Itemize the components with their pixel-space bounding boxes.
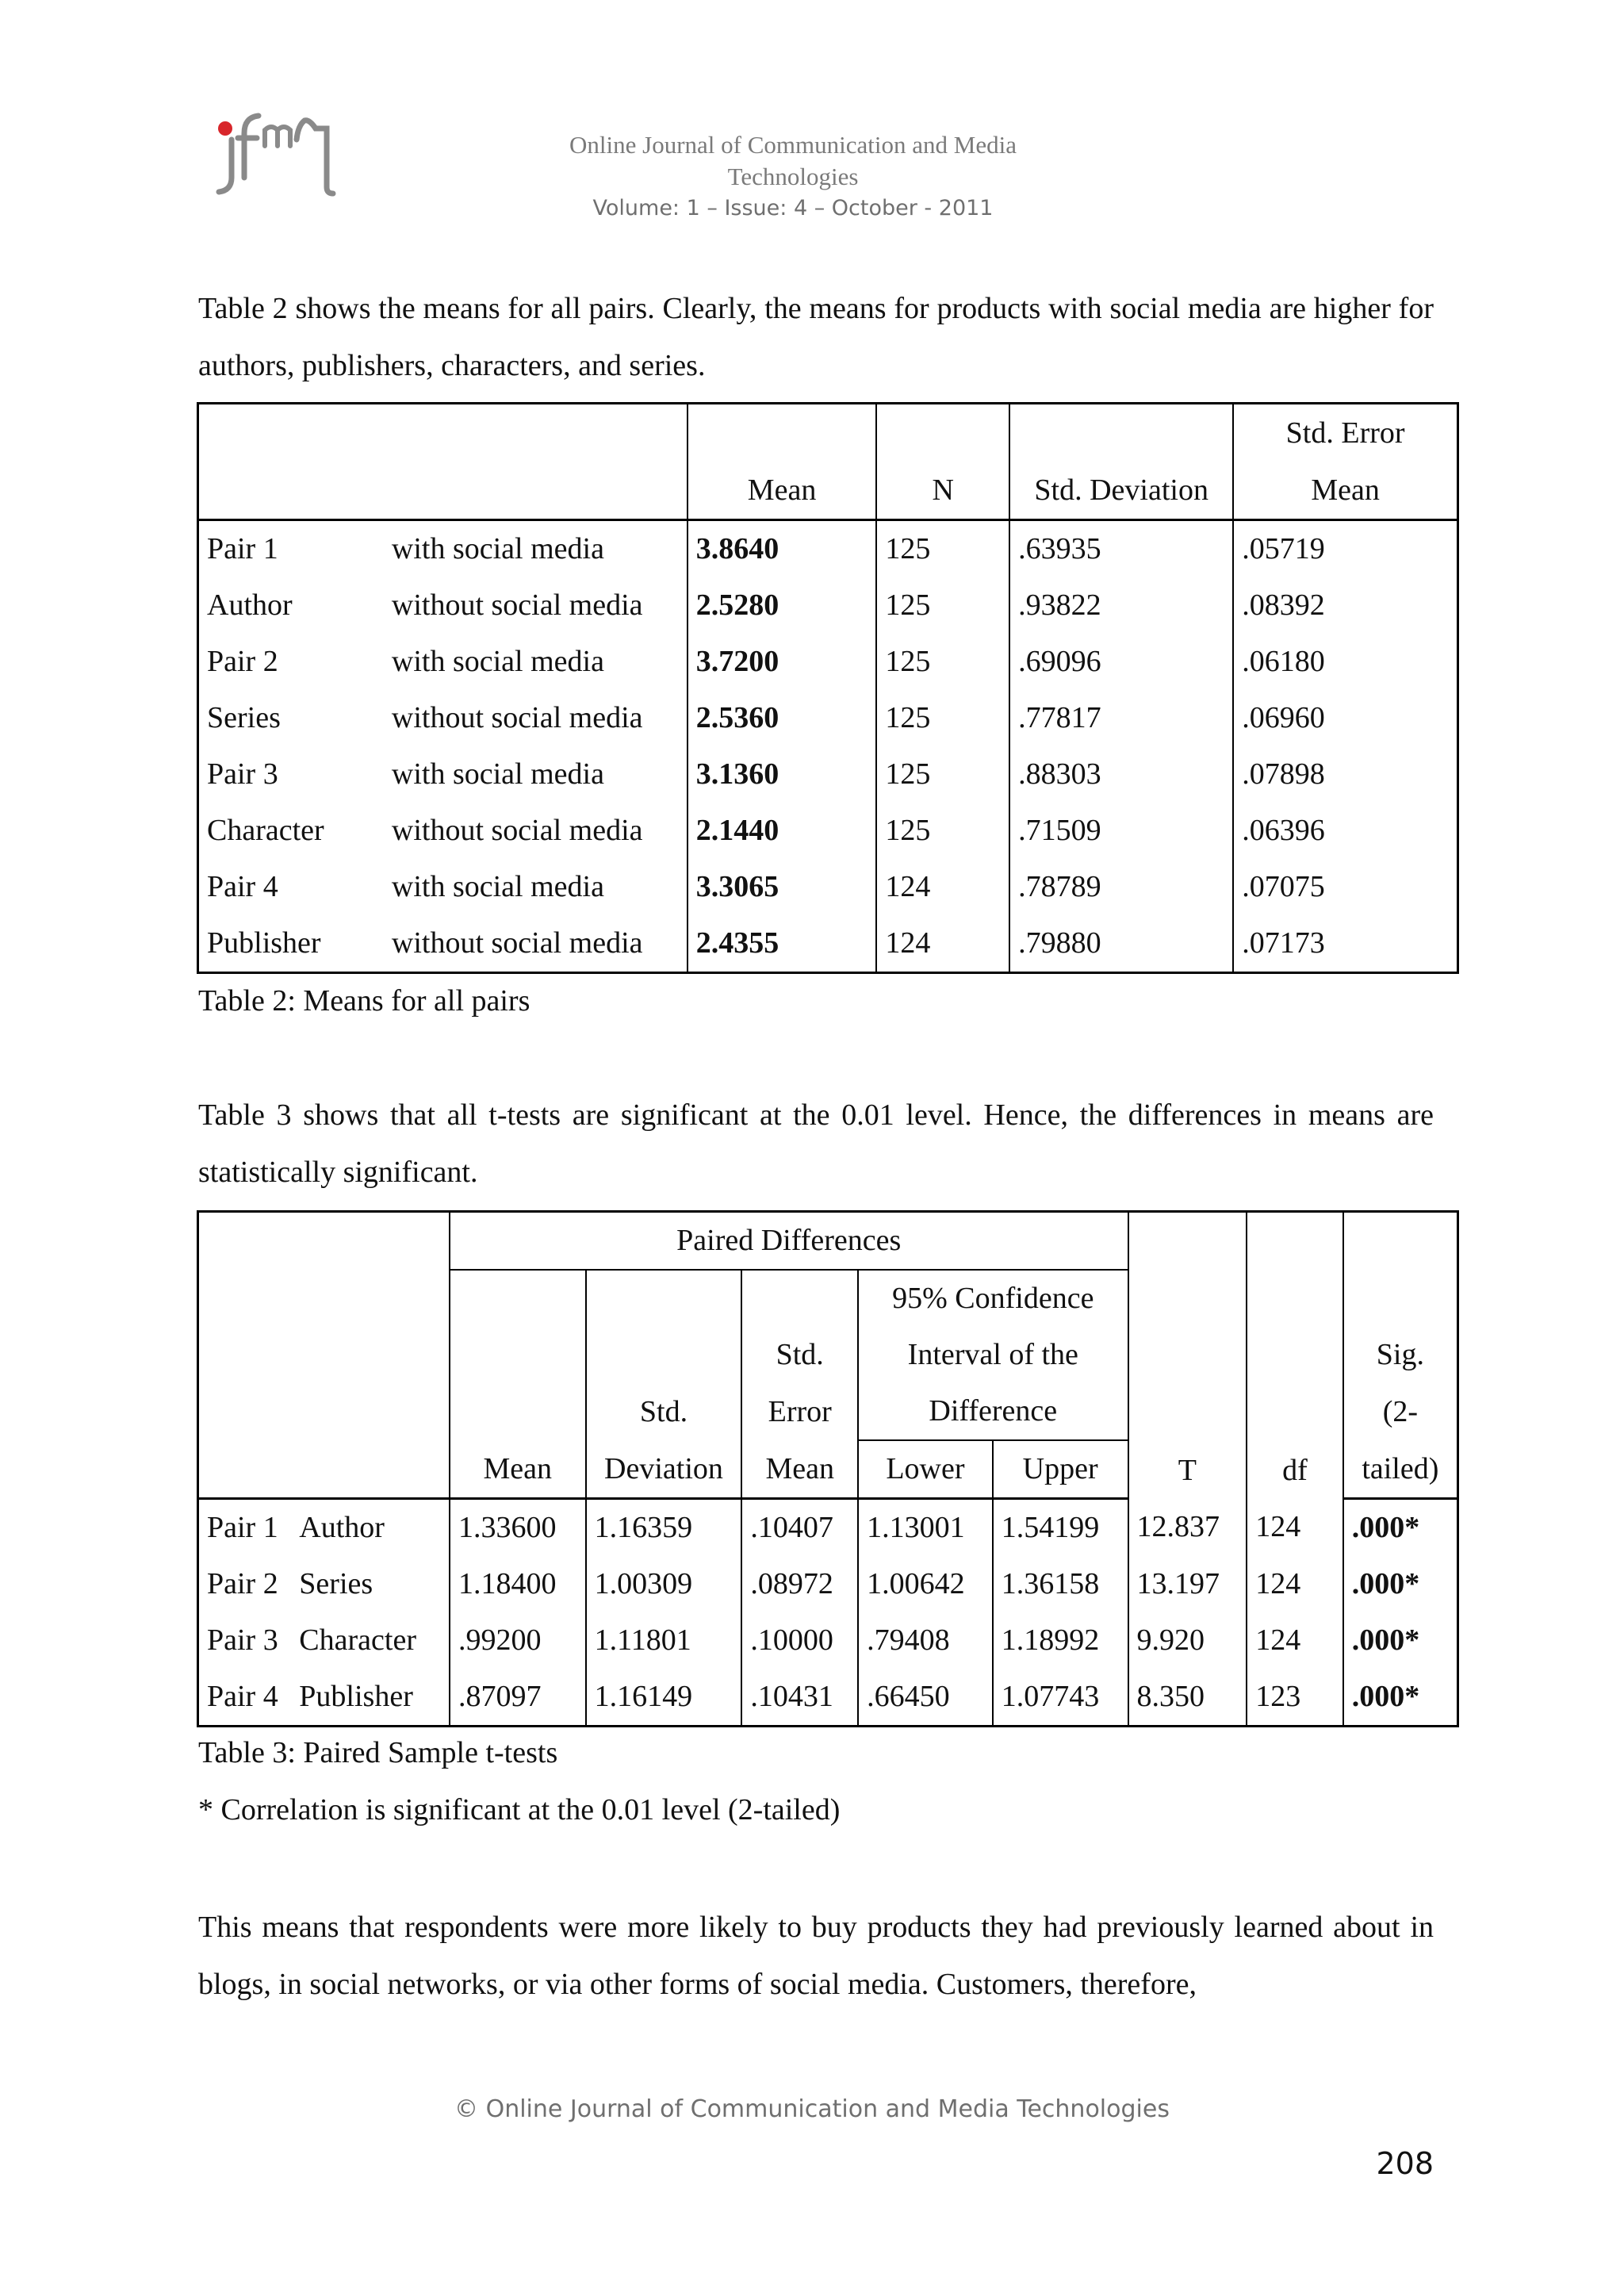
- header-paired-differences: Paired Differences: [450, 1212, 1128, 1271]
- cell-sd: .71509: [1009, 803, 1233, 859]
- cell-sd: 1.11801: [586, 1612, 742, 1669]
- cell-lower: 1.00642: [858, 1556, 993, 1612]
- cell-upper: 1.07743: [993, 1669, 1128, 1727]
- cell-pair: Pair 2: [207, 1567, 278, 1600]
- cell-media: without social media: [391, 701, 643, 734]
- table3-header-row-1: [198, 1212, 1458, 1271]
- header-std-line2: Deviation: [586, 1440, 742, 1499]
- journal-title: Online Journal of Communication and Media Technologies: [569, 131, 1017, 190]
- cell-se: .08972: [741, 1556, 858, 1612]
- header-se-line3: Mean: [741, 1440, 858, 1499]
- cell-upper: 1.36158: [993, 1556, 1128, 1612]
- cell-mean: .99200: [450, 1612, 586, 1669]
- cell-label: Pair 4: [207, 870, 278, 903]
- header-mean: Mean: [688, 462, 877, 520]
- paragraph-table3-intro: Table 3 shows that all t-tests are significant at the 0.01 level. Hence, the differences in means are statistically significant.: [198, 1098, 1434, 1189]
- cell-mean: 1.33600: [450, 1499, 586, 1557]
- cell-name: Publisher: [299, 1680, 413, 1713]
- means-table: [197, 402, 1459, 974]
- table-row: [198, 634, 1458, 690]
- cell-media: with social media: [391, 645, 604, 678]
- header-mean: Mean: [450, 1440, 586, 1499]
- table-row: [198, 915, 1458, 973]
- cell-sd: .88303: [1009, 746, 1233, 803]
- cell-sd: .63935: [1009, 520, 1233, 578]
- page-number: 208: [1376, 2146, 1434, 2181]
- cell-n: 125: [876, 577, 1009, 634]
- cell-sd: .78789: [1009, 859, 1233, 915]
- cell-mean: 3.7200: [688, 634, 877, 690]
- cell-sd: 1.16149: [586, 1669, 742, 1727]
- cell-name: Author: [299, 1511, 385, 1544]
- header-se-line2: Error: [741, 1383, 858, 1440]
- cell-sd: 1.16359: [586, 1499, 742, 1557]
- cell-lower: 1.13001: [858, 1499, 993, 1557]
- table-row: [198, 803, 1458, 859]
- header-std-error-line1: Std. Error: [1233, 404, 1457, 462]
- cell-sd: .93822: [1009, 577, 1233, 634]
- header-se-line1: Std.: [741, 1327, 858, 1383]
- cell-media: without social media: [391, 814, 643, 847]
- journal-header: [515, 129, 1071, 224]
- cell-mean: 3.8640: [688, 520, 877, 578]
- table3-caption: Table 3: Paired Sample t-tests: [198, 1736, 558, 1769]
- table-row: [198, 746, 1458, 803]
- cell-mean: 3.1360: [688, 746, 877, 803]
- cell-n: 125: [876, 520, 1009, 578]
- cell-mean: 2.1440: [688, 803, 877, 859]
- cell-n: 124: [876, 859, 1009, 915]
- cell-media: with social media: [391, 532, 604, 565]
- journal-logo: [208, 102, 366, 200]
- cell-media: with social media: [391, 757, 604, 791]
- cell-label: Pair 3: [207, 757, 278, 791]
- cell-n: 125: [876, 803, 1009, 859]
- cell-label: Pair 1: [207, 532, 278, 565]
- cell-lower: .66450: [858, 1669, 993, 1727]
- cell-sd: 1.00309: [586, 1556, 742, 1612]
- cell-se: .06960: [1233, 690, 1457, 746]
- cell-media: with social media: [391, 870, 604, 903]
- cell-se: .08392: [1233, 577, 1457, 634]
- cell-df: 124: [1247, 1612, 1343, 1669]
- cell-n: 125: [876, 690, 1009, 746]
- table2-header-row-2: [198, 462, 1458, 520]
- cell-mean: 2.5360: [688, 690, 877, 746]
- cell-se: .10431: [741, 1669, 858, 1727]
- cell-mean: .87097: [450, 1669, 586, 1727]
- cell-pair: Pair 3: [207, 1623, 278, 1657]
- cell-sig: .000*: [1343, 1669, 1458, 1727]
- header-ci-line3: Difference: [858, 1383, 1128, 1440]
- table3-footnote: * Correlation is significant at the 0.01 level (2-tailed): [198, 1793, 841, 1826]
- cell-name: Series: [299, 1567, 373, 1600]
- cell-upper: 1.54199: [993, 1499, 1128, 1557]
- header-df: df: [1247, 1212, 1343, 1499]
- table-row: [198, 1669, 1458, 1727]
- cell-label: Author: [207, 588, 293, 622]
- cell-se: .06396: [1233, 803, 1457, 859]
- cell-t: 9.920: [1128, 1612, 1247, 1669]
- table2-caption: Table 2: Means for all pairs: [198, 984, 530, 1018]
- cell-df: 123: [1247, 1669, 1343, 1727]
- cell-se: .06180: [1233, 634, 1457, 690]
- cell-sd: .77817: [1009, 690, 1233, 746]
- cell-lower: .79408: [858, 1612, 993, 1669]
- cell-se: .10407: [741, 1499, 858, 1557]
- header-ci-line1: 95% Confidence: [858, 1270, 1128, 1327]
- header-std-error-line2: Mean: [1233, 462, 1457, 520]
- cell-se: .05719: [1233, 520, 1457, 578]
- cell-sd: .69096: [1009, 634, 1233, 690]
- cell-label: Pair 2: [207, 645, 278, 678]
- header-upper: Upper: [993, 1440, 1128, 1499]
- table-row: [198, 520, 1458, 578]
- header-sig-line2: (2-: [1343, 1383, 1458, 1440]
- cell-sd: .79880: [1009, 915, 1233, 973]
- cell-n: 125: [876, 634, 1009, 690]
- cell-se: .07075: [1233, 859, 1457, 915]
- cell-df: 124: [1247, 1556, 1343, 1612]
- cell-pair: Pair 4: [207, 1680, 278, 1713]
- paired-t-tests-table: [197, 1210, 1459, 1727]
- cell-t: 8.350: [1128, 1669, 1247, 1727]
- cell-sig: .000*: [1343, 1612, 1458, 1669]
- footer-copyright: © Online Journal of Communication and Media Technologies: [454, 2095, 1170, 2123]
- cell-media: without social media: [391, 588, 643, 622]
- cell-sig: .000*: [1343, 1556, 1458, 1612]
- cell-n: 124: [876, 915, 1009, 973]
- cell-name: Character: [299, 1623, 416, 1657]
- table-row: [198, 690, 1458, 746]
- cell-upper: 1.18992: [993, 1612, 1128, 1669]
- table-row: [198, 859, 1458, 915]
- cell-t: 12.837: [1128, 1499, 1247, 1557]
- cell-se: .07173: [1233, 915, 1457, 973]
- journal-issue: Volume: 1 – Issue: 4 – October - 2011: [592, 196, 994, 220]
- cell-mean: 2.4355: [688, 915, 877, 973]
- table-row: [198, 1612, 1458, 1669]
- table-row: [198, 1499, 1458, 1557]
- header-ci-line2: Interval of the: [858, 1327, 1128, 1383]
- cell-media: without social media: [391, 926, 643, 960]
- header-std-deviation: Std. Deviation: [1009, 462, 1233, 520]
- cell-se: .07898: [1233, 746, 1457, 803]
- cell-t: 13.197: [1128, 1556, 1247, 1612]
- header-std-line1: Std.: [586, 1383, 742, 1440]
- header-sig-line1: Sig.: [1343, 1327, 1458, 1383]
- paragraph-table2-intro: Table 2 shows the means for all pairs. Clearly, the means for products with social media are higher for authors, publishers, characters, and series.: [198, 292, 1434, 382]
- cell-se: .10000: [741, 1612, 858, 1669]
- table2-header-row-1: [198, 404, 1458, 462]
- header-n: N: [876, 462, 1009, 520]
- paragraph-conclusion: This means that respondents were more likely to buy products they had previously learned about in blogs, in social networks, or via other forms of social media. Customers, therefore,: [198, 1911, 1434, 2001]
- cell-label: Character: [207, 814, 324, 847]
- cell-sig: .000*: [1343, 1499, 1458, 1557]
- cell-mean: 1.18400: [450, 1556, 586, 1612]
- cell-pair: Pair 1: [207, 1511, 278, 1544]
- header-lower: Lower: [858, 1440, 993, 1499]
- header-t: T: [1128, 1212, 1247, 1499]
- cell-label: Series: [207, 701, 281, 734]
- cell-mean: 3.3065: [688, 859, 877, 915]
- table-row: [198, 1556, 1458, 1612]
- cell-df: 124: [1247, 1499, 1343, 1557]
- header-sig-line3: tailed): [1343, 1440, 1458, 1499]
- cell-label: Publisher: [207, 926, 321, 960]
- cell-mean: 2.5280: [688, 577, 877, 634]
- cell-n: 125: [876, 746, 1009, 803]
- table-row: [198, 577, 1458, 634]
